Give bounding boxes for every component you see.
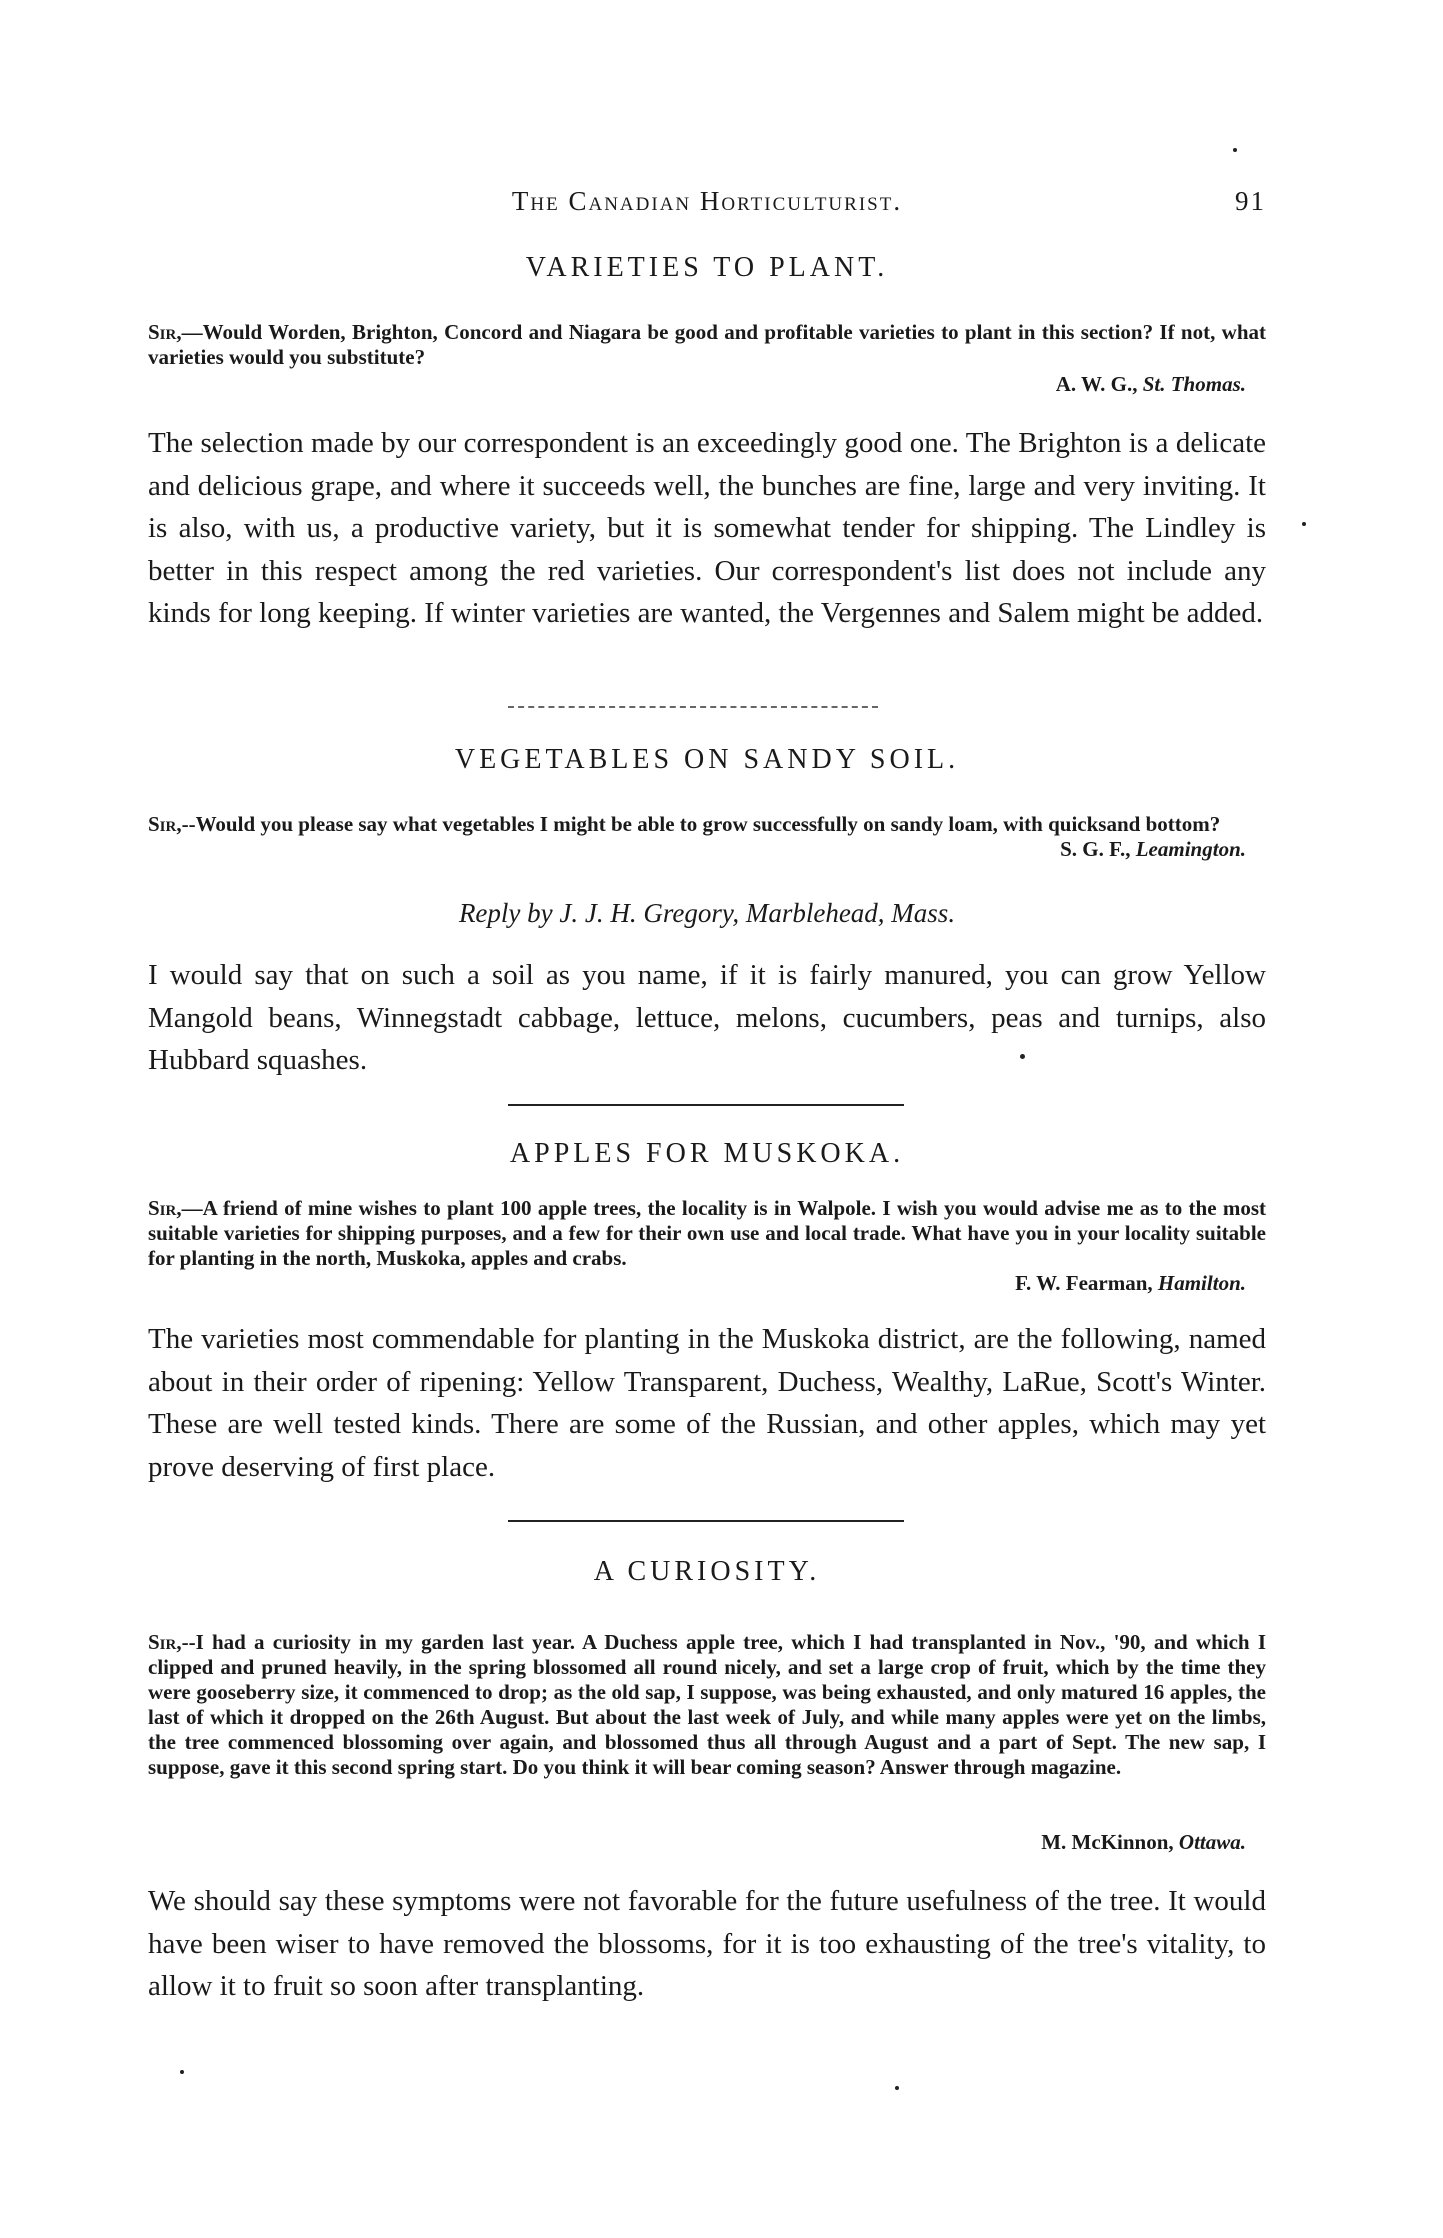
section-title-varieties: VARIETIES TO PLANT.: [525, 252, 889, 283]
letter-vegetables: [148, 812, 1266, 837]
letter-text: —Would Worden, Brighton, Concord and Niagara be good and profitable varieties to plant in this section? If not, what varieties would you substitute?: [148, 320, 1266, 369]
reply-vegetables: I would say that on such a soil as you name, if it is fairly manured, you can grow Yellow Mangold beans, Winnegstadt cabbage, lettuce, melons, cucumbers, peas and turnips, also Hubbard squashes.: [148, 959, 1266, 1076]
reply-curiosity: We should say these symptoms were not favorable for the future usefulness of the tree. It would have been wiser to have removed the blossoms, for it is too exhausting of the tree's vitality, to allow it to fruit so soon after transplanting.: [148, 1885, 1266, 2002]
signature-vegetables: [1060, 837, 1246, 862]
scan-speck: [895, 2086, 899, 2090]
signature-place: Ottawa.: [1178, 1830, 1246, 1854]
scan-speck: [1302, 522, 1306, 526]
signature-varieties: [1056, 372, 1246, 397]
scan-speck: [1233, 148, 1237, 152]
signature-place: Leamington.: [1135, 837, 1246, 861]
section-title-apples: APPLES FOR MUSKOKA.: [509, 1138, 905, 1169]
scan-speck: [1020, 1054, 1025, 1059]
letter-salutation: Sir,: [148, 1630, 182, 1654]
signature-place: Hamilton.: [1157, 1271, 1246, 1295]
letter-salutation: Sir,: [148, 1196, 182, 1220]
signature-name: A. W. G.,: [1055, 372, 1138, 396]
section-divider: [508, 706, 878, 708]
section-divider: [508, 1520, 904, 1522]
letter-text: --I had a curiosity in my garden last year. A Duchess apple tree, which I had transplanted in Nov., '90, and which I clipped and pruned heavily, in the spring blossomed all round nicely, and set a large crop of fruit, which by the time they were gooseberry size, it commenced to drop; as the old sap, I suppose, was being exhausted, and only matured 16 apples, the last of which it dropped on the 26th August. But about the last week of July, and while many apples were yet on the limbs, the tree commenced blossoming over again, and blossomed thus all through August and a part of Sept. The new sap, I suppose, gave it this second spring start. Do you think it will bear coming season? Answer through magazine.: [148, 1630, 1266, 1779]
section-title-vegetables: VEGETABLES ON SANDY SOIL.: [454, 744, 960, 775]
signature-name: F. W. Fearman,: [1015, 1271, 1153, 1295]
section-title-curiosity: A CURIOSITY.: [593, 1556, 821, 1587]
letter-apples: [148, 1196, 1266, 1271]
letter-varieties: [148, 320, 1266, 370]
scan-speck: [180, 2070, 184, 2074]
signature-place: St. Thomas.: [1142, 372, 1246, 396]
letter-salutation: Sir,: [148, 812, 182, 836]
reply-varieties: The selection made by our correspondent is an exceedingly good one. The Brighton is a delicate and delicious grape, and where it succeeds well, the bunches are fine, large and very inviting. It is also, with us, a productive variety, but it is somewhat tender for shipping. The Lindley is better in this respect among the red varieties. Our correspondent's list does not include any kinds for long keeping. If winter varieties are wanted, the Vergennes and Salem might be added.: [148, 427, 1266, 629]
letter-text: —A friend of mine wishes to plant 100 apple trees, the locality is in Walpole. I wish you would advise me as to the most suitable varieties for shipping purposes, and a few for their own use and local trade. What have you in your locality suitable for planting in the north, Muskoka, apples and crabs.: [148, 1196, 1266, 1270]
signature-name: M. McKinnon,: [1041, 1830, 1174, 1854]
signature-name: S. G. F.,: [1060, 837, 1131, 861]
reply-byline: Reply by J. J. H. Gregory, Marblehead, Mass.: [458, 898, 956, 928]
letter-text: --Would you please say what vegetables I might be able to grow successfully on sandy loam, with quicksand bottom?: [181, 812, 1221, 836]
running-head: [148, 186, 1266, 226]
letter-curiosity: [148, 1630, 1266, 1780]
page-number: 91: [1235, 186, 1266, 216]
section-divider: [508, 1104, 904, 1106]
letter-salutation: Sir,: [148, 320, 182, 344]
signature-curiosity: [1041, 1830, 1246, 1855]
running-title: The Canadian Horticulturist.: [511, 186, 903, 216]
reply-apples: The varieties most commendable for planting in the Muskoka district, are the following, named about in their order of ripening: Yellow Transparent, Duchess, Wealthy, LaRue, Scott's Winter. These are well tested kinds. There are some of the Russian, and other apples, which may yet prove deserving of first place.: [148, 1323, 1266, 1483]
signature-apples: [1015, 1271, 1246, 1296]
